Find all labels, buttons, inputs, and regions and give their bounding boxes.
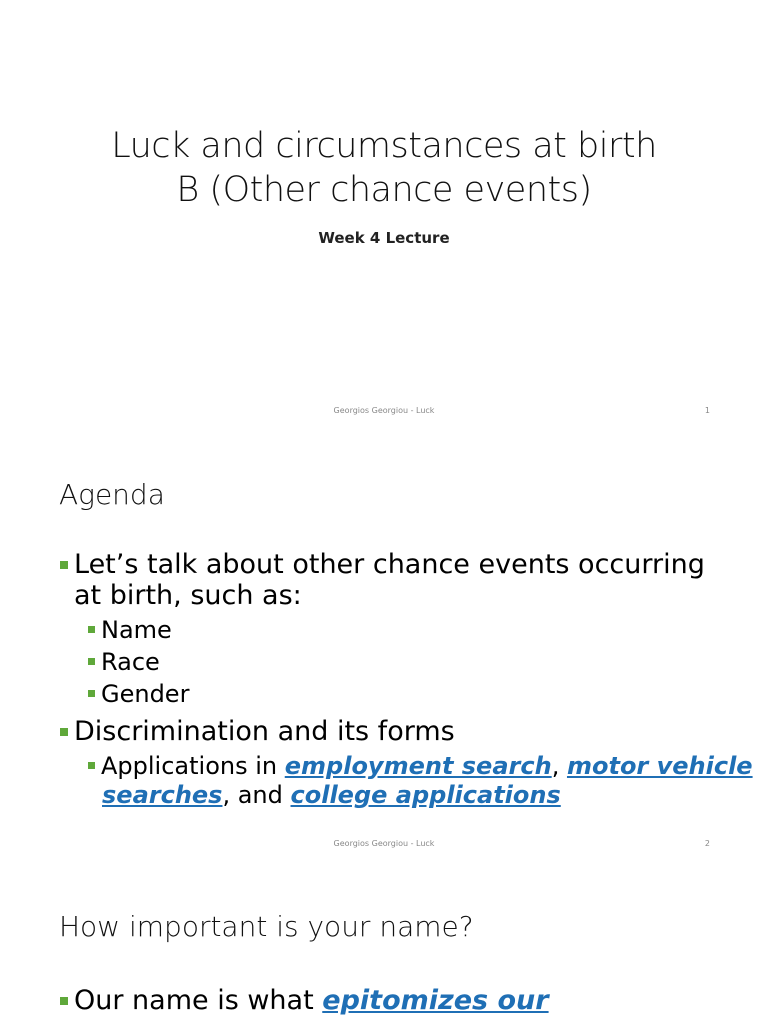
link-employment-search[interactable]: employment search — [284, 752, 552, 780]
slide-2-page-number: 2 — [704, 839, 710, 848]
bullet-chance-events — [60, 549, 710, 611]
bullet-marker-icon — [60, 561, 68, 569]
bullet-marker-icon — [60, 728, 68, 736]
sub-item-applications: Applications in employment search, motor vehicle searches, and college applications — [88, 752, 708, 810]
bullet-discrimination: Discrimination and its forms — [60, 716, 710, 747]
bullet-text-line-1: Let’s talk about other chance events occurring — [74, 549, 705, 580]
bullet-our-name: Our name is what epitomizes our — [60, 985, 710, 1016]
link-motor-vehicle-searches-cont[interactable]: searches — [102, 781, 223, 809]
bullet-marker-icon — [60, 997, 68, 1005]
link-epitomizes-our[interactable]: epitomizes our — [322, 985, 549, 1016]
title-line-2: B (Other chance events) — [176, 170, 592, 210]
bullet-marker-icon — [88, 658, 95, 665]
slide-1-page-number: 1 — [704, 406, 710, 415]
slide-2-heading: Agenda — [59, 478, 165, 511]
bullet-text-line-2: at birth, such as: — [74, 580, 302, 611]
link-motor-vehicle-searches[interactable]: motor vehicle — [566, 752, 753, 780]
title-line-1: Luck and circumstances at birth — [111, 126, 657, 166]
slide-1-footer: Georgios Georgiou - Luck — [333, 406, 435, 415]
slide-1 — [0, 0, 768, 432]
bullet-marker-icon — [88, 690, 95, 697]
slide-2-footer: Georgios Georgiou - Luck — [333, 839, 435, 848]
bullet-marker-icon — [88, 626, 95, 633]
link-college-applications[interactable]: college applications — [290, 781, 561, 809]
sub-item-name: Name — [88, 616, 708, 645]
bullet-marker-icon — [88, 762, 95, 769]
sub-item-gender: Gender — [88, 680, 708, 709]
slide-2 — [0, 432, 768, 864]
slide-1-title — [0, 124, 768, 212]
slide-3 — [0, 864, 768, 1024]
slide-1-subtitle: Week 4 Lecture — [318, 229, 450, 247]
slide-3-heading: How important is your name? — [59, 910, 474, 943]
sub-item-race: Race — [88, 648, 708, 677]
